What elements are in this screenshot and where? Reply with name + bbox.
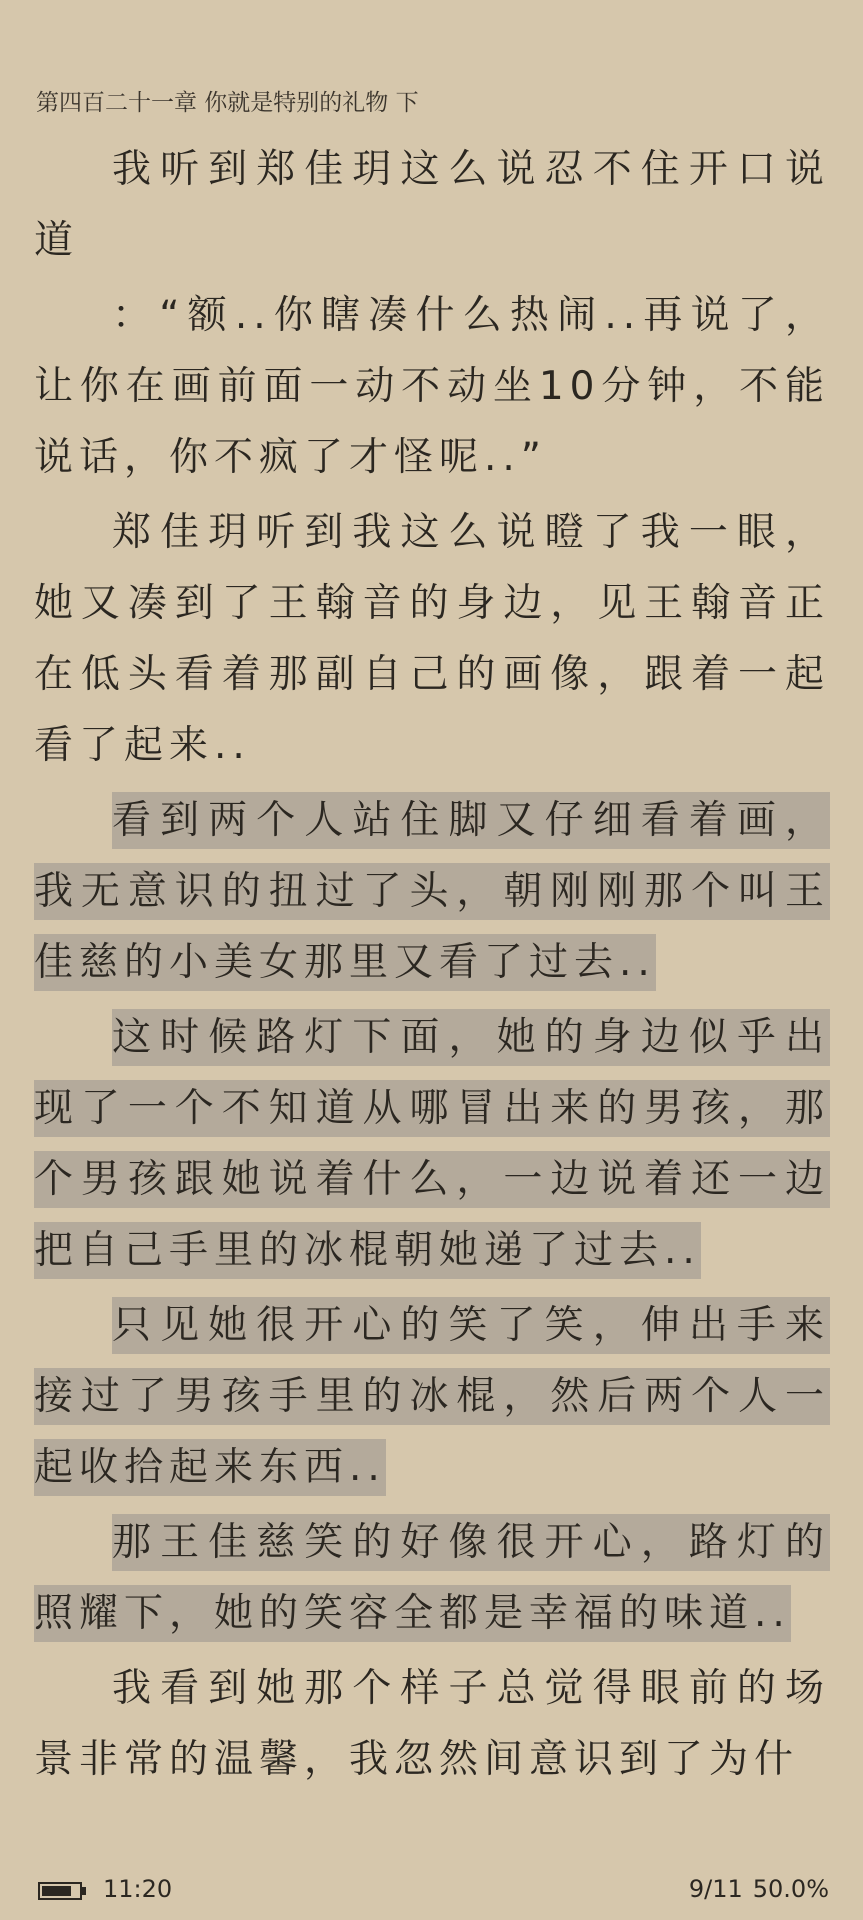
paragraph-1[interactable] [34,134,830,276]
reading-progress [679,1875,829,1903]
battery-icon [38,1882,82,1900]
paragraph-3-text: 郑佳玥听到我这么说瞪了我一眼，她又凑到了王翰音的身边，见王翰音正在低头看着那副自己的画像，跟着一起看了起来.. [34,510,830,768]
paragraph-4[interactable] [34,785,830,998]
battery-cap [82,1887,86,1895]
page-indicator: 9/11 [688,1875,743,1903]
paragraph-8-text: 我看到她那个样子总觉得眼前的场景非常的温馨，我忽然间意识到了为什 [34,1666,830,1782]
percent-indicator: 50.0% [752,1875,829,1903]
paragraph-7[interactable] [34,1507,830,1649]
paragraph-3[interactable] [34,497,830,781]
status-bar [0,1870,863,1910]
battery-fill [42,1886,71,1896]
paragraph-6-text: 只见她很开心的笑了笑，伸出手来接过了男孩手里的冰棍，然后两个人一起收拾起来东西.. [34,1297,830,1496]
paragraph-6[interactable] [34,1290,830,1503]
paragraph-4-text: 看到两个人站住脚又仔细看着画，我无意识的扭过了头，朝刚刚那个叫王佳慈的小美女那里又看了过去.. [34,792,830,991]
paragraph-1-text: 我听到郑佳玥这么说忍不住开口说道 [34,147,830,263]
paragraph-2-text: ：“额..你瞎凑什么热闹..再说了，让你在画前面一动不动坐10分钟，不能说话，你不疯了才怪呢..” [34,293,830,480]
chapter-content[interactable] [34,134,830,1799]
paragraph-5[interactable] [34,1002,830,1286]
paragraph-2[interactable] [34,280,830,493]
paragraph-8[interactable] [34,1653,830,1795]
clock: 11:20 [103,1875,173,1903]
paragraph-5-text: 这时候路灯下面，她的身边似乎出现了一个不知道从哪冒出来的男孩，那个男孩跟她说着什么，一边说着还一边把自己手里的冰棍朝她递了过去.. [34,1009,830,1279]
paragraph-7-text: 那王佳慈笑的好像很开心，路灯的照耀下，她的笑容全都是幸福的味道.. [34,1514,830,1642]
chapter-title: 第四百二十一章 你就是特别的礼物 下 [36,90,419,116]
